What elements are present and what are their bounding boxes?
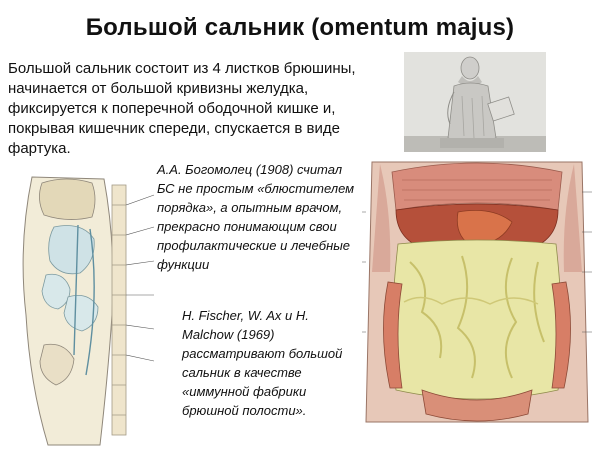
sagittal-section-illustration	[8, 165, 158, 450]
bogomolets-quote: А.А. Богомолец (1908) считал БС не простым «блюстителем порядка», а опытным врачом, прекрасно понимающим свои профилактические и лечебные функции	[157, 162, 355, 272]
omentum-anatomy-illustration	[362, 152, 592, 432]
statue-photo	[404, 52, 546, 152]
page-title: Большой сальник (omentum majus)	[85, 14, 515, 41]
intro-text: Большой сальник состоит из 4 листков брюшины, начинается от большой кривизны желудка, фиксируется к поперечной ободочной кишке и, покрывая кишечник спереди, спускается в виде фартука.	[8, 60, 356, 157]
fischer-quote: H. Fischer, W. Ax и H. Malchow (1969) рассматривают большой сальник в качестве «иммунной фабрики брюшной полости».	[182, 308, 343, 418]
